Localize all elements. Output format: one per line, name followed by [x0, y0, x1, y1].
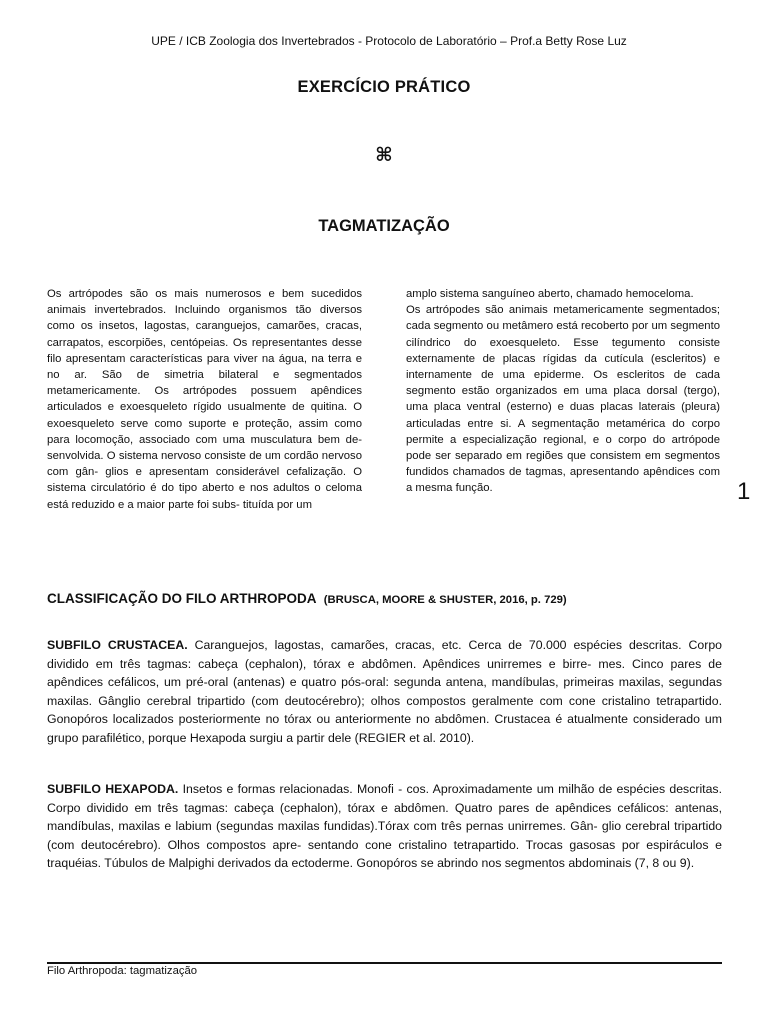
crustacea-paragraph — [47, 636, 722, 748]
crustacea-text: Caranguejos, lagostas, camarões, cracas, etc. Cerca de 70.000 espécies descritas. Corpo dividido em três tagmas: cabeça (cephalon), tórax e abdômen. Apêndices unirremes e birre- mes. Cinco pares de apêndices cefálicos, um pré-oral (antenas) e quatro pós-oral: segunda antena, mandíbulas, primeiras maxilas, segundas maxilas. Gânglio cerebral tripartido (com deutocérebro); olhos compostos geralmente com cone cristalino tetrapartido. Gonopóros localizados posteriormente no tórax ou anteriormente no abdômen. Crustacea é atualmente considerado um grupo parafilético, porque Hexapoda surgiu a partir dele (REGIER et al. 2010). — [47, 638, 722, 745]
intro-left-paragraph: Os artrópodes são os mais numerosos e bem sucedidos animais invertebrados. Incluindo organismos tão diversos como os insetos, lagostas, caranguejos, camarões, cracas, carrapatos, escorpiões, centópeias. Os representantes desse filo apresentam características para viver na água, na terra e no ar. São de simetria bilateral e segmentados metamericamente. Os artrópodes possuem apêndices articulados e exoesqueleto rígido usualmente de quitina. O exoesqueleto serve como suporte e proteção, assim como para locomoção, associado com uma musculatura bem de- senvolvida. O sistema nervoso consiste de um cordão nervoso com gân- glios e apresentam considerável cefalização. O sistema circulatório é do tipo aberto e nos adultos o celoma está reduzido e a maior parte foi subs- tituída por um — [47, 288, 362, 511]
intro-right-column — [406, 286, 720, 497]
intro-left-column — [47, 286, 362, 513]
command-symbol-icon: ⌘ — [375, 145, 393, 166]
page-footer: Filo Arthropoda: tagmatização — [47, 965, 198, 977]
footer-divider — [47, 962, 722, 964]
hexapoda-paragraph — [47, 780, 722, 873]
page-header: UPE / ICB Zoologia dos Invertebrados - Protocolo de Laboratório – Prof.a Betty Rose Luz — [151, 34, 627, 48]
crustacea-section — [47, 636, 722, 748]
page-subtitle: TAGMATIZAÇÃO — [318, 217, 450, 235]
page-number: 1 — [737, 478, 751, 505]
hexapoda-section — [47, 780, 722, 873]
crustacea-label: SUBFILO CRUSTACEA. — [47, 638, 188, 652]
classification-title: CLASSIFICAÇÃO DO FILO ARTHROPODA — [47, 591, 316, 606]
hexapoda-label: SUBFILO HEXAPODA. — [47, 782, 179, 796]
classification-heading — [47, 591, 727, 606]
classification-reference: (BRUSCA, MOORE & SHUSTER, 2016, p. 729) — [323, 594, 567, 606]
intro-right-paragraph-2: Os artrópodes são animais metamericamente segmentados; cada segmento ou metâmero está recoberto por um segmento cilíndrico do exoesqueleto. Esse tegumento consiste externamente de placas rígidas da cutícula (escleritos) e internamente de uma epiderme. Os escleritos de cada segmento estão organizados em uma placa dorsal (tergo), uma placa ventral (esterno) e duas placas laterais (pleura) articuladas entre si. A segmentação metamérica do corpo permite a especialização regional, e o corpo do artrópode pode ser separado em regiões que consistem em segmentos fundidos chamados de tagmas, apresentando apêndices com a mesma função. — [406, 304, 720, 495]
intro-right-paragraph-1: amplo sistema sanguíneo aberto, chamado hemoceloma. — [406, 288, 694, 300]
page-title: EXERCÍCIO PRÁTICO — [297, 78, 471, 96]
hexapoda-text: Insetos e formas relacionadas. Monofi - cos. Aproximadamente um milhão de espécies descritas. Corpo dividido em três tagmas: cabeça (cephalon), tórax e abdômen. Quatro pares de apêndices cefálicos: antenas, mandíbulas, maxilas e labium (segundas maxilas fundidas).Tórax com três pernas unirremes. Gân- glio cerebral tripartido (com deutocérebro). Olhos compostos apre- sentando cone cristalino tetrapartido. Trocas gasosas por espiráculos e traquéias. Túbulos de Malpighi derivados da ectoderme. Gonopóros se abrindo nos segmentos abdominais (7, 8 ou 9). — [47, 782, 722, 871]
